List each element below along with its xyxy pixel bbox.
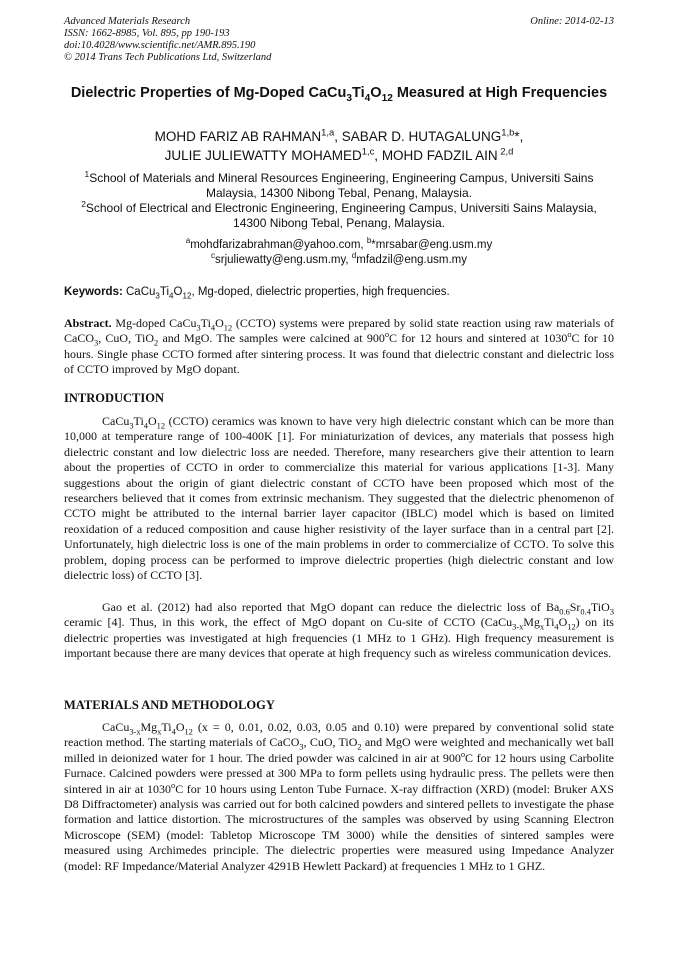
abstract xyxy=(64,316,614,378)
methods-text: C for 12 hours using Carbolite Furnace. Calcined powders were pressed at 300 MPa to form pellets using hydraulic press. The pellets were then sintered in air at 1030 xyxy=(64,750,614,796)
author-affil-mark: 1,a xyxy=(321,127,335,139)
methods-text: (x = 0, 0.01, 0.02, 0.03, 0.05 and 0.10) were prepared by conventional solid state reaction method. The starting materials of CaCO xyxy=(64,720,614,750)
title-sub: 4 xyxy=(364,92,371,104)
abstract-text: Ti xyxy=(200,316,211,330)
intro-sub: 3 xyxy=(129,421,134,431)
intro-sub: 3-x xyxy=(512,622,524,632)
abstract-label: Abstract. xyxy=(64,316,112,330)
methods-text: CaCu xyxy=(102,720,130,734)
author-list xyxy=(64,127,614,165)
intro-text: (CCTO) ceramics was known to have very high dielectric constant which can be more than 10,000 at temperature range of 100-400K [1]. For miniaturization of devices, any materials that possess high dielectric constant and low dielectric loss are needed. Therefore, many researchers give their attention to learn about the properties of CCTO in order to commercialize this material for various applications [1-3]. Many suggestions about the origin of giant dielectric constant of CCTO have been proposed which most of the researchers believed that it comes from extrinsic mechanism. They suggested that the dielectric phenomenon of CCTO might be attributed to the internal barrier layer capacitor (IBLC) model which is based on limited reoxidation of a reduced composition and cause higher resistivity of the layer surface than in a central part [2]. Unfortunately, high dielectric loss is one of the main problems in order to commercialize of CCTO. To solve this problem, doping process can be performed to improve dielectric properties (high dielectric constant and low dielectric loss) of CCTO [3]. xyxy=(64,414,614,583)
intro-text: Ti xyxy=(544,615,555,630)
title-sub: 12 xyxy=(381,92,393,104)
author-affil-mark: 1,b xyxy=(501,127,515,139)
intro-sub: 3 xyxy=(609,607,614,617)
author-name: MOHD FADZIL AIN xyxy=(381,148,498,163)
intro-text: Sr xyxy=(569,600,581,614)
intro-text: O xyxy=(558,615,568,630)
email-mark: c xyxy=(211,251,216,261)
email-link[interactable]: *mrsabar@eng.usm.my xyxy=(371,239,493,251)
author-emails xyxy=(64,238,614,268)
intro-paragraph-1 xyxy=(64,414,614,583)
abstract-sub: 2 xyxy=(154,338,159,348)
abstract-text: and MgO. The samples were calcined at 900 xyxy=(158,331,385,346)
methods-paragraph xyxy=(64,720,614,874)
methods-sub: 3-x xyxy=(129,727,141,737)
email-link[interactable]: srjuliewatty@eng.usm.my, xyxy=(215,254,349,266)
intro-sub: 12 xyxy=(567,622,576,632)
corresponding-mark: *, xyxy=(514,129,524,144)
intro-sub: x xyxy=(539,622,545,632)
abstract-text: C for 10 hours. Single phase CCTO formed after sintering process. It was found that dielectric constant and dielectric loss of CCTO improved by MgO dopant. xyxy=(64,331,615,377)
affiliation-text: School of Materials and Mineral Resources Engineering, Engineering Campus, Universiti Sains Malaysia, 14300 Nibong Tebal, Penang, Malaysia. xyxy=(89,171,594,200)
intro-text: O xyxy=(147,414,157,428)
methods-text: and MgO were weighted and mechanically wet ball milled in deionized water for 1 hour. The dried powder was calcined in air at 900 xyxy=(64,735,614,765)
keywords-text: O xyxy=(173,286,183,298)
affiliation-text: School of Electrical and Electronic Engineering, Engineering Campus, Universiti Sains Malaysia, 14300 Nibong Tebal, Penang, Malaysia. xyxy=(85,201,597,230)
keywords-text: CaCu xyxy=(122,286,156,298)
abstract-text: C for 12 hours and sintered at 1030 xyxy=(389,331,568,346)
email-link[interactable]: mfadzil@eng.usm.my xyxy=(356,254,467,266)
intro-sub: 12 xyxy=(156,421,166,431)
author-affil-mark: 1,c xyxy=(361,146,375,158)
email-line-2 xyxy=(64,253,614,268)
title-part: Measured at High Frequencies xyxy=(392,85,608,101)
journal-doi: doi:10.4028/www.scientific.net/AMR.895.190 xyxy=(64,40,256,51)
section-heading-methods: MATERIALS AND METHODOLOGY xyxy=(64,698,275,712)
author-line-1: MOHD FARIZ AB RAHMAN$^{1,a}$, SABAR D. HUTAGALUNG$^{1,b}$*, xyxy=(154,127,524,144)
methods-text: Mg xyxy=(140,720,158,734)
intro-sub: 4 xyxy=(143,421,148,431)
abstract-text: (CCTO) systems were prepared by solid state reaction using raw materials of CaCO xyxy=(64,316,615,346)
journal-header xyxy=(64,16,271,64)
keywords-text: , Mg-doped, dielectric properties, high frequencies. xyxy=(191,286,450,298)
title-part: Ti xyxy=(352,85,365,101)
abstract-sub: 4 xyxy=(210,323,216,333)
abstract-sub: 3 xyxy=(94,338,99,348)
keywords-sub: 12 xyxy=(182,291,192,301)
methods-sup: o xyxy=(460,749,466,759)
title-sub: 3 xyxy=(346,92,353,104)
journal-name: Advanced Materials Research xyxy=(64,16,191,27)
abstract-sup: o xyxy=(567,330,572,340)
email-link[interactable]: mohdfarizabrahman@yahoo.com, xyxy=(190,239,364,251)
email-mark: a xyxy=(185,236,191,246)
abstract-sub: 3 xyxy=(196,323,201,333)
abstract-text: O xyxy=(215,316,224,330)
online-date: Online: 2014-02-13 xyxy=(530,16,614,27)
keywords-label: Keywords: xyxy=(64,286,123,298)
email-mark: d xyxy=(351,251,357,261)
intro-text: ceramic [4]. Thus, in this work, the effect of MgO dopant on Cu-site of CCTO (CaCu xyxy=(64,615,513,630)
title-part: Dielectric Properties of Mg-Doped CaCu xyxy=(70,85,347,101)
journal-issn: ISSN: 1662-8985, Vol. 895, pp 190-193 xyxy=(64,28,230,39)
abstract-text: , CuO, TiO xyxy=(98,331,155,346)
intro-text: Ti xyxy=(133,414,144,428)
author-name: SABAR D. HUTAGALUNG xyxy=(341,129,502,144)
email-line-1 xyxy=(64,238,614,253)
intro-sub: 4 xyxy=(554,622,559,632)
paper-title xyxy=(64,83,614,103)
methods-text: C for 10 hours using Lenton Tube Furnace. X-ray diffraction (XRD) (model: Bruker AXS D8 Diffractometer) analysis was carried out for both calcined powders and sintered pellets to investigate the phase formation and lattice distortion. The microstructures of the samples was observed by using Scanning Electron Microscope (SEM) (model: Tabletop Microscope TM 3000) while the densities of sintered samples were measured using Archimedes principle. The dielectric properties were measured using Impedance Analyzer (model: RF Impedance/Material Analyzer 4291B Hewlett Packard) at frequencies 1 MHz to 1 GHZ. xyxy=(64,781,614,873)
keywords-text: Ti xyxy=(159,286,170,298)
intro-sub: 0.6 xyxy=(559,607,570,617)
keywords-sub: 3 xyxy=(155,291,160,301)
methods-text: , CuO, TiO xyxy=(303,735,358,750)
keywords xyxy=(64,285,614,299)
abstract-sup: o xyxy=(384,330,390,340)
author-affil-mark: 2,d xyxy=(497,146,514,158)
intro-text: Mg xyxy=(523,615,540,630)
methods-sub: 4 xyxy=(171,727,176,737)
affiliation-number: 2 xyxy=(81,199,86,209)
methods-text: O xyxy=(175,720,185,734)
email-mark: b xyxy=(366,236,372,246)
affiliation-2 xyxy=(64,201,614,231)
author-line-2: JULIE JULIEWATTY MOHAMED$^{1,c}$, MOHD FADZIL AIN $^{2,d}$ xyxy=(164,146,514,163)
intro-sub: 0.4 xyxy=(580,607,591,617)
intro-text: ) on its dielectric properties was investigated at high frequencies (1 MHz to 1 GHz). High frequency measurement is important because there are many devices that operate at high frequency such as wireless communication devices. xyxy=(64,615,614,661)
abstract-sub: 12 xyxy=(223,323,233,333)
affiliation-1 xyxy=(64,171,614,201)
affiliations xyxy=(64,171,614,231)
methods-sub: 12 xyxy=(184,727,193,737)
methods-sub: 2 xyxy=(357,742,362,752)
author-name: MOHD FARIZ AB RAHMAN xyxy=(154,129,322,144)
intro-text: Gao et al. (2012) had also reported that MgO dopant can reduce the dielectric loss of Ba xyxy=(102,600,560,614)
methods-text: Ti xyxy=(161,720,172,734)
abstract-text: Mg-doped CaCu xyxy=(111,316,197,330)
methods-sup: o xyxy=(171,780,176,790)
methods-sub: 3 xyxy=(299,742,304,752)
keywords-sub: 4 xyxy=(169,291,174,301)
intro-paragraph-2 xyxy=(64,600,614,662)
journal-copyright: © 2014 Trans Tech Publications Ltd, Switzerland xyxy=(64,52,272,63)
author-name: JULIE JULIEWATTY MOHAMED xyxy=(164,148,362,163)
section-heading-introduction: INTRODUCTION xyxy=(64,391,165,405)
affiliation-number: 1 xyxy=(84,169,90,179)
intro-text: TiO xyxy=(590,600,610,614)
methods-sub: x xyxy=(157,727,162,737)
title-part: O xyxy=(370,85,382,101)
intro-text: CaCu xyxy=(102,414,130,428)
